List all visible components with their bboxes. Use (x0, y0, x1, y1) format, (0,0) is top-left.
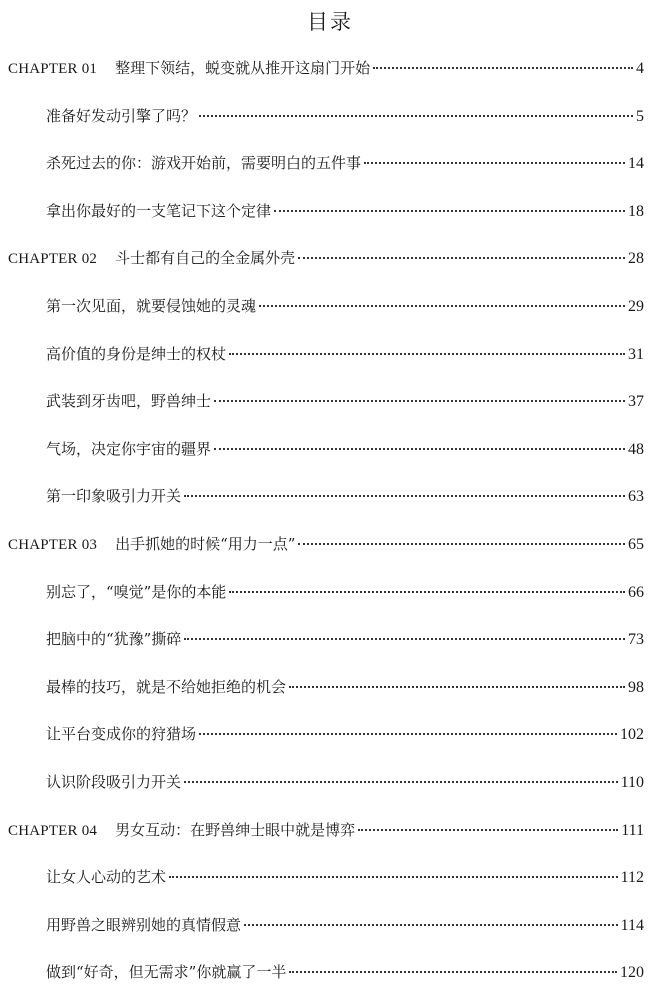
page-number: 14 (628, 155, 644, 173)
toc-label (46, 481, 181, 511)
dot-leader (184, 638, 625, 640)
dot-leader (298, 543, 625, 545)
entry-title: 把脑中的“犹豫”撕碎 (46, 630, 182, 649)
entry-title: 认识阶段吸引力开关 (46, 773, 182, 791)
dot-leader (169, 876, 618, 878)
page-number: 102 (620, 726, 644, 744)
toc-entry-row[interactable] (46, 101, 644, 131)
page-number: 112 (620, 869, 644, 887)
chapter-number: CHAPTER 03 (8, 537, 98, 553)
toc-entry-row[interactable] (46, 481, 644, 511)
page-number: 28 (628, 250, 644, 268)
toc-chapter-row[interactable] (8, 53, 644, 83)
toc-label (46, 434, 211, 464)
page-number: 110 (620, 774, 644, 791)
entry-title: 最棒的技巧，就是不给她拒绝的机会 (46, 677, 287, 696)
dot-leader (229, 353, 625, 355)
page-number: 73 (628, 631, 644, 649)
chapter-number: CHAPTER 04 (8, 822, 98, 839)
toc-label (46, 101, 196, 131)
page-title: 目录 (307, 10, 353, 34)
dot-leader (184, 781, 618, 783)
page-number: 37 (628, 393, 644, 411)
entry-title: 让女人心动的艺术 (46, 868, 167, 887)
toc-entry-row[interactable] (46, 291, 644, 321)
entry-title: 做到“好奇，但无需求”你就赢了一半 (46, 963, 287, 982)
entry-title: 杀死过去的你：游戏开始前，需要明白的五件事 (46, 154, 362, 173)
dot-leader (229, 591, 625, 593)
toc-entry-row[interactable] (46, 339, 644, 369)
toc-label (46, 957, 286, 987)
toc-entry-row[interactable] (46, 862, 644, 892)
chapter-title: 斗士都有自己的全金属外壳 (115, 249, 296, 268)
toc-entry-row[interactable] (46, 386, 644, 416)
dot-leader (259, 305, 625, 307)
dot-leader (358, 829, 618, 831)
toc-entry-row[interactable] (46, 672, 644, 702)
toc-entry-row[interactable] (46, 434, 644, 464)
chapter-title: 出手抓她的时候“用力一点” (115, 535, 296, 553)
toc-label (46, 767, 181, 797)
page-number: 31 (628, 345, 644, 363)
dot-leader (214, 400, 625, 402)
toc-label (8, 815, 355, 846)
page-number: 4 (636, 60, 644, 77)
entry-title: 让平台变成你的狩猎场 (46, 725, 197, 744)
entry-title: 武装到牙齿吧，野兽绅士 (46, 392, 212, 411)
entry-title: 高价值的身份是绅士的权杖 (46, 344, 227, 363)
dot-leader (373, 67, 633, 69)
entry-title: 别忘了，“嗅觉”是你的本能 (46, 582, 227, 601)
toc-label (46, 577, 226, 607)
page-number: 120 (620, 964, 644, 982)
toc-entry-row[interactable] (46, 148, 644, 178)
toc-label (46, 196, 271, 226)
dot-leader (184, 495, 625, 497)
entry-title: 用野兽之眼辨别她的真情假意 (46, 915, 242, 934)
toc-entry-row[interactable] (46, 767, 644, 797)
dot-leader (289, 686, 625, 688)
page-number: 63 (628, 488, 644, 506)
page-number: 65 (628, 536, 644, 553)
entry-title: 第一次见面，就要侵蚀她的灵魂 (46, 297, 257, 315)
toc-label (46, 624, 181, 654)
toc-entry-row[interactable] (46, 910, 644, 940)
toc-label (8, 53, 370, 84)
toc-entry-row[interactable] (46, 624, 644, 654)
toc-chapter-row[interactable] (8, 243, 644, 273)
entry-title: 第一印象吸引力开关 (46, 487, 182, 506)
toc-chapter-row[interactable] (8, 815, 644, 845)
page-number: 18 (628, 202, 644, 220)
page-number: 29 (628, 298, 644, 315)
dot-leader (244, 924, 618, 926)
dot-leader (199, 115, 633, 117)
page-number: 114 (620, 916, 644, 934)
chapter-number: CHAPTER 01 (8, 61, 98, 77)
toc-chapter-row[interactable] (8, 529, 644, 559)
chapter-number: CHAPTER 02 (8, 251, 98, 268)
entry-title: 气场，决定你宇宙的疆界 (46, 439, 212, 458)
toc-entry-row[interactable] (46, 719, 644, 749)
toc-label (46, 719, 196, 749)
toc-label (46, 148, 361, 178)
toc-label (46, 339, 226, 369)
page-number: 5 (636, 107, 644, 125)
dot-leader (364, 162, 625, 164)
toc-label (8, 529, 295, 560)
chapter-title: 整理下领结，蜕变就从推开这扇门开始 (115, 59, 371, 77)
dot-leader (214, 448, 625, 450)
toc-label (46, 386, 211, 416)
entry-title: 拿出你最好的一支笔记下这个定律 (46, 201, 272, 220)
toc-entry-row[interactable] (46, 957, 644, 987)
dot-leader (199, 733, 617, 735)
page-number: 48 (628, 440, 644, 458)
page-number: 66 (628, 583, 644, 601)
toc-label (8, 243, 295, 274)
entry-title: 准备好发动引擎了吗？ (46, 106, 197, 125)
dot-leader (274, 210, 625, 212)
dot-leader (289, 971, 617, 973)
toc-label (46, 291, 256, 321)
toc-label (46, 910, 241, 940)
dot-leader (298, 257, 625, 259)
page-number: 111 (621, 821, 644, 839)
toc-entry-row[interactable] (46, 196, 644, 226)
chapter-title: 男女互动：在野兽绅士眼中就是博弈 (115, 820, 356, 839)
page-number: 98 (628, 678, 644, 696)
toc-label (46, 862, 166, 892)
toc-label (46, 672, 286, 702)
toc-entry-row[interactable] (46, 577, 644, 607)
